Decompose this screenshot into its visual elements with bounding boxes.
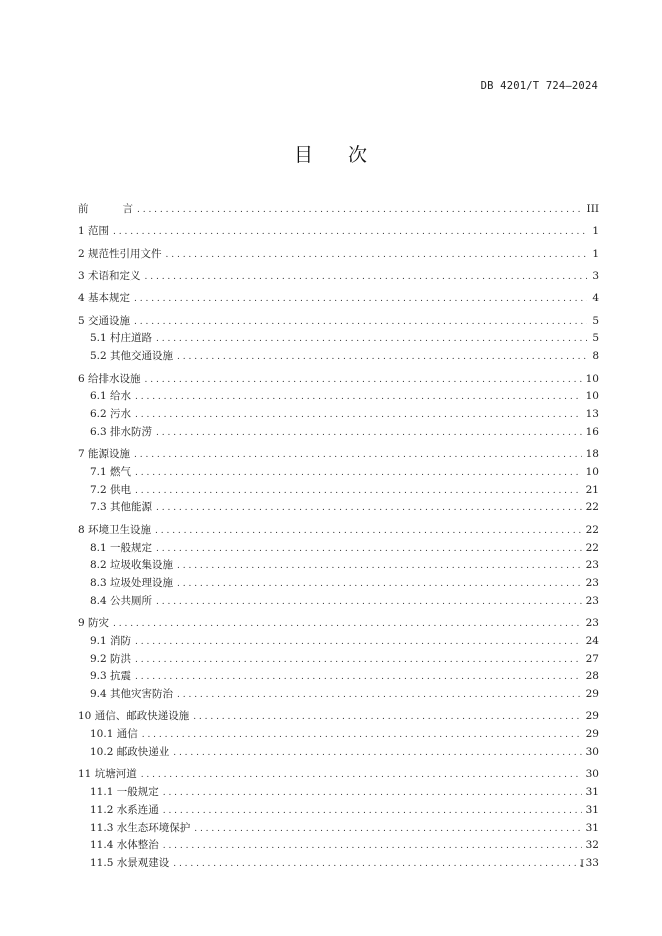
toc-entry-label: 5.2 其他交通设施 bbox=[90, 350, 174, 363]
toc-entry-page: 30 bbox=[585, 745, 599, 758]
toc-leader-dots bbox=[155, 526, 582, 536]
toc-entry-page: 10 bbox=[585, 372, 599, 385]
title-char-2: 次 bbox=[348, 144, 369, 166]
toc-leader-dots bbox=[113, 619, 582, 629]
toc-entry[interactable] bbox=[78, 615, 599, 633]
toc-leader-dots bbox=[135, 392, 582, 402]
toc-leader-dots bbox=[163, 841, 582, 851]
toc-entry-label: 10 通信、邮政快递设施 bbox=[78, 710, 190, 723]
toc-leader-dots bbox=[173, 748, 581, 758]
toc-entry[interactable] bbox=[78, 784, 599, 802]
toc-leader-dots bbox=[173, 859, 581, 869]
toc-entry[interactable] bbox=[78, 246, 599, 264]
toc-entry-label: 4 基本规定 bbox=[78, 292, 131, 305]
toc-entry[interactable] bbox=[78, 820, 599, 838]
table-of-contents bbox=[78, 201, 599, 873]
toc-leader-dots bbox=[137, 205, 583, 215]
toc-entry-label: 11.3 水生态环境保护 bbox=[90, 821, 191, 834]
toc-entry-label: 11.4 水体整治 bbox=[90, 839, 159, 852]
toc-entry-label: 8.2 垃圾收集设施 bbox=[90, 559, 174, 572]
toc-entry-label: 6.2 污水 bbox=[90, 408, 132, 421]
toc-entry-page: 4 bbox=[592, 292, 599, 305]
toc-entry-page: 29 bbox=[585, 688, 599, 701]
toc-entry[interactable] bbox=[78, 388, 599, 406]
toc-leader-dots bbox=[135, 655, 582, 665]
toc-entry[interactable] bbox=[78, 499, 599, 517]
toc-entry-label: 8.4 公共厕所 bbox=[90, 594, 153, 607]
toc-entry[interactable] bbox=[78, 482, 599, 500]
toc-entry-label: 9.1 消防 bbox=[90, 634, 132, 647]
toc-entry-label: 9.4 其他灾害防治 bbox=[90, 688, 174, 701]
toc-entry[interactable] bbox=[78, 522, 599, 540]
toc-entry-label: 7 能源设施 bbox=[78, 448, 131, 461]
toc-entry-label: 8.3 垃圾处理设施 bbox=[90, 577, 174, 589]
toc-entry-page: 21 bbox=[585, 483, 599, 496]
toc-entry[interactable] bbox=[78, 371, 599, 389]
toc-entry[interactable] bbox=[78, 348, 599, 366]
toc-entry-page: 31 bbox=[585, 786, 599, 799]
toc-entry-page: 31 bbox=[585, 821, 599, 834]
toc-entry[interactable] bbox=[78, 557, 599, 575]
toc-entry[interactable] bbox=[78, 268, 599, 286]
toc-entry[interactable] bbox=[78, 406, 599, 424]
toc-leader-dots bbox=[156, 503, 582, 513]
toc-entry-label: 8 环境卫生设施 bbox=[78, 523, 152, 536]
toc-entry[interactable] bbox=[78, 540, 599, 558]
toc-entry-label: 10.1 通信 bbox=[90, 728, 138, 741]
toc-entry[interactable] bbox=[78, 766, 599, 784]
toc-entry[interactable] bbox=[78, 223, 599, 241]
toc-entry-page: 22 bbox=[585, 541, 599, 554]
toc-leader-dots bbox=[156, 334, 587, 344]
toc-entry-page: 5 bbox=[592, 314, 599, 327]
toc-leader-dots bbox=[134, 294, 587, 304]
document-code: DB 4201/T 724—2024 bbox=[480, 80, 598, 92]
toc-entry[interactable] bbox=[78, 651, 599, 669]
toc-leader-dots bbox=[134, 450, 582, 460]
toc-entry[interactable] bbox=[78, 593, 599, 611]
toc-leader-dots bbox=[145, 272, 587, 282]
page-title bbox=[0, 140, 662, 167]
toc-leader-dots bbox=[194, 824, 581, 834]
toc-leader-dots bbox=[163, 788, 582, 798]
toc-entry-page: 22 bbox=[585, 523, 599, 536]
toc-leader-dots bbox=[156, 544, 582, 554]
toc-entry-page: 27 bbox=[585, 652, 599, 665]
toc-entry[interactable] bbox=[78, 686, 599, 704]
toc-leader-dots bbox=[156, 597, 582, 607]
toc-entry-label: 前 言 bbox=[78, 203, 133, 215]
toc-leader-dots bbox=[177, 352, 587, 362]
toc-leader-dots bbox=[135, 468, 582, 478]
toc-entry-label: 11.5 水景观建设 bbox=[90, 857, 170, 870]
toc-leader-dots bbox=[134, 317, 587, 327]
toc-entry-page: 1 bbox=[592, 225, 599, 238]
toc-entry-page: 23 bbox=[585, 617, 599, 630]
toc-entry-label: 7.3 其他能源 bbox=[90, 501, 153, 514]
toc-entry-label: 9.3 抗震 bbox=[90, 670, 132, 683]
toc-entry[interactable] bbox=[78, 446, 599, 464]
toc-entry-label: 11.1 一般规定 bbox=[90, 786, 159, 799]
toc-entry[interactable] bbox=[78, 290, 599, 308]
toc-entry-label: 8.1 一般规定 bbox=[90, 541, 153, 554]
toc-entry-page: 30 bbox=[585, 768, 599, 781]
toc-entry-page: 24 bbox=[585, 634, 599, 647]
toc-entry-page: 28 bbox=[585, 670, 599, 683]
toc-leader-dots bbox=[142, 730, 582, 740]
toc-entry-page: 10 bbox=[585, 390, 599, 403]
toc-entry[interactable] bbox=[78, 633, 599, 651]
toc-entry[interactable] bbox=[78, 837, 599, 855]
toc-leader-dots bbox=[141, 770, 582, 780]
toc-entry-page: 31 bbox=[585, 803, 599, 816]
toc-entry-page: 23 bbox=[585, 577, 599, 589]
toc-entry-label: 7.2 供电 bbox=[90, 483, 132, 496]
toc-entry[interactable] bbox=[78, 708, 599, 726]
toc-leader-dots bbox=[113, 227, 587, 237]
toc-leader-dots bbox=[163, 806, 582, 816]
toc-entry-page: 1 bbox=[592, 247, 599, 260]
toc-entry-page: 10 bbox=[585, 465, 599, 478]
toc-entry-label: 11.2 水系连通 bbox=[90, 803, 159, 816]
toc-entry[interactable] bbox=[78, 855, 599, 873]
toc-entry-label: 9.2 防洪 bbox=[90, 652, 132, 665]
title-char-1: 目 bbox=[293, 144, 314, 166]
toc-entry-page: 29 bbox=[585, 710, 599, 723]
toc-leader-dots bbox=[193, 712, 581, 722]
toc-entry-page: 8 bbox=[592, 350, 599, 363]
toc-entry[interactable] bbox=[78, 726, 599, 744]
toc-leader-dots bbox=[177, 579, 582, 589]
toc-entry-page: 29 bbox=[585, 728, 599, 741]
toc-entry-page: 23 bbox=[585, 594, 599, 607]
toc-entry[interactable] bbox=[78, 313, 599, 331]
toc-entry-page: 32 bbox=[585, 839, 599, 852]
toc-entry-label: 6.3 排水防涝 bbox=[90, 425, 153, 438]
toc-leader-dots bbox=[145, 375, 582, 385]
footer-page-number: I bbox=[580, 858, 585, 870]
toc-leader-dots bbox=[177, 561, 582, 571]
toc-entry-page: 33 bbox=[585, 857, 599, 870]
toc-leader-dots bbox=[135, 637, 582, 647]
toc-entry-page: 5 bbox=[592, 332, 599, 345]
toc-entry[interactable] bbox=[78, 330, 599, 348]
toc-entry[interactable] bbox=[78, 668, 599, 686]
toc-entry[interactable] bbox=[78, 802, 599, 820]
toc-entry-page: 23 bbox=[585, 559, 599, 572]
toc-entry-page: 13 bbox=[585, 408, 599, 421]
toc-entry-preface[interactable] bbox=[78, 201, 599, 219]
toc-entry-label: 6 给排水设施 bbox=[78, 372, 141, 385]
toc-entry-label: 2 规范性引用文件 bbox=[78, 247, 162, 260]
toc-entry-label: 11 坑塘河道 bbox=[78, 768, 137, 781]
toc-entry-label: 9 防灾 bbox=[78, 617, 110, 630]
toc-leader-dots bbox=[156, 428, 582, 438]
toc-leader-dots bbox=[135, 672, 582, 682]
toc-entry-page: 22 bbox=[585, 501, 599, 514]
toc-entry[interactable] bbox=[78, 575, 599, 593]
toc-leader-dots bbox=[177, 690, 582, 700]
toc-entry[interactable] bbox=[78, 744, 599, 762]
toc-entry-label: 7.1 燃气 bbox=[90, 465, 132, 478]
toc-entry-label: 10.2 邮政快递业 bbox=[90, 745, 170, 758]
toc-entry-page: 16 bbox=[585, 425, 599, 438]
toc-entry-page: 3 bbox=[592, 270, 599, 283]
toc-entry[interactable] bbox=[78, 464, 599, 482]
toc-leader-dots bbox=[135, 486, 582, 496]
toc-entry-label: 6.1 给水 bbox=[90, 390, 132, 403]
toc-entry-page: 18 bbox=[585, 448, 599, 461]
toc-entry-label: 5 交通设施 bbox=[78, 314, 131, 327]
toc-entry-label: 1 范围 bbox=[78, 225, 110, 238]
toc-leader-dots bbox=[166, 250, 587, 260]
toc-entry-label: 5.1 村庄道路 bbox=[90, 332, 153, 345]
toc-entry-label: 3 术语和定义 bbox=[78, 270, 141, 283]
toc-entry-page: III bbox=[586, 203, 599, 215]
toc-entry[interactable] bbox=[78, 424, 599, 442]
toc-leader-dots bbox=[135, 410, 582, 420]
